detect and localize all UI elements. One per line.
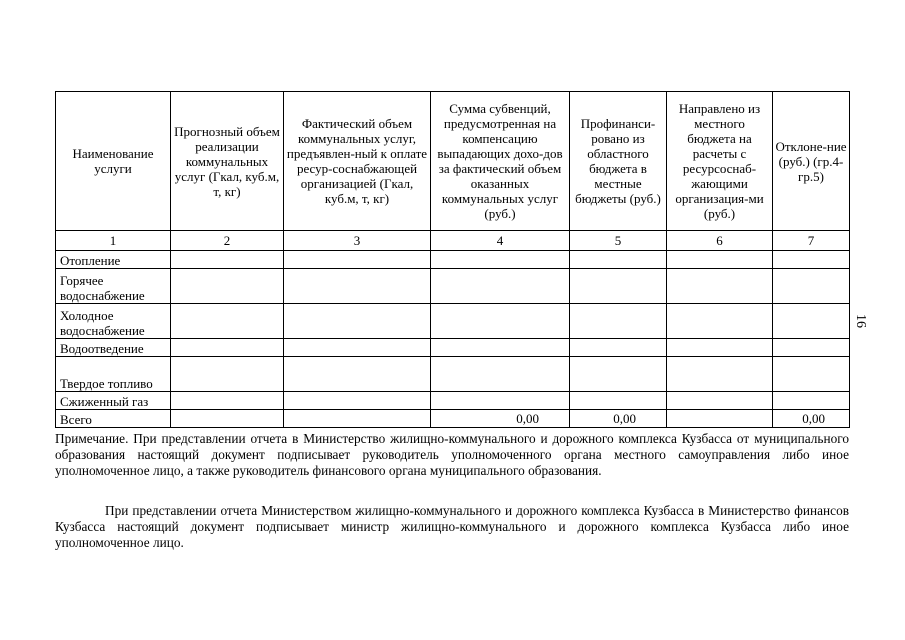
table-cell — [431, 269, 570, 304]
row-name-solid-fuel: Твердое топливо — [56, 357, 171, 392]
column-number: 7 — [773, 231, 850, 251]
table-cell — [667, 251, 773, 269]
page-number: 16 — [853, 314, 868, 328]
table-cell — [284, 392, 431, 410]
table-cell — [570, 251, 667, 269]
table-cell — [570, 269, 667, 304]
report-table — [55, 91, 850, 428]
table-row — [56, 392, 850, 410]
table-cell — [284, 251, 431, 269]
table-cell — [773, 392, 850, 410]
table-cell — [570, 357, 667, 392]
row-name-cold-water: Холодное водоснабжение — [56, 304, 171, 339]
total-financed-value: 0,00 — [570, 410, 667, 428]
table-cell — [667, 339, 773, 357]
table-cell — [171, 392, 284, 410]
table-cell — [284, 339, 431, 357]
table-cell — [570, 339, 667, 357]
table-cell — [667, 269, 773, 304]
table-row — [56, 269, 850, 304]
header-actual-volume: Фактический объем коммунальных услуг, предъявлен-ный к оплате ресур-соснабжающей организацией (Гкал, куб.м, т, кг) — [284, 92, 431, 231]
header-sent-local: Направлено из местного бюджета на расчеты с ресурсоснаб-жающими организация-ми (руб.) — [667, 92, 773, 231]
table-cell — [773, 251, 850, 269]
column-number: 4 — [431, 231, 570, 251]
table-cell — [284, 357, 431, 392]
table-cell — [667, 304, 773, 339]
header-financed-regional: Профинанси-ровано из областного бюджета в местные бюджеты (руб.) — [570, 92, 667, 231]
column-number: 5 — [570, 231, 667, 251]
header-deviation: Отклоне-ние (руб.) (гр.4-гр.5) — [773, 92, 850, 231]
total-subvention-value: 0,00 — [431, 410, 570, 428]
table-cell — [431, 304, 570, 339]
table-cell — [431, 339, 570, 357]
table-cell — [773, 357, 850, 392]
table-cell — [431, 392, 570, 410]
note-paragraph-1: Примечание. При представлении отчета в Министерство жилищно-коммунального и дорожного комплекса Кузбасса от муниципального образования настоящий документ подписывает руководитель уполномоченного органа местного самоуправления либо иное уполномоченное лицо, а также руководитель финансового органа муниципального образования. — [55, 431, 849, 478]
row-name-heating: Отопление — [56, 251, 171, 269]
table-cell — [667, 410, 773, 428]
note-paragraph-2: При представлении отчета Министерством жилищно-коммунального и дорожного комплекса Кузбасса в Министерство финансов Кузбасса настоящий документ подписывает министр жилищно-коммунального и дорожного комплекса Кузбасса либо иное уполномоченное лицо. — [55, 503, 849, 550]
column-number: 6 — [667, 231, 773, 251]
table-cell — [171, 251, 284, 269]
table-cell — [773, 339, 850, 357]
table-cell — [284, 269, 431, 304]
header-row — [56, 92, 850, 231]
table-cell — [171, 304, 284, 339]
column-number: 1 — [56, 231, 171, 251]
table-cell — [171, 339, 284, 357]
header-service-name: Наименование услуги — [56, 92, 171, 231]
column-number: 3 — [284, 231, 431, 251]
table-row — [56, 339, 850, 357]
header-subvention-sum: Сумма субвенций, предусмотренная на компенсацию выпадающих дохо-дов за фактический объем оказанных коммунальных услуг (руб.) — [431, 92, 570, 231]
table-cell — [570, 392, 667, 410]
column-number-row — [56, 231, 850, 251]
table-cell — [667, 357, 773, 392]
table-cell — [773, 269, 850, 304]
table-cell — [171, 269, 284, 304]
row-name-total: Всего — [56, 410, 171, 428]
row-name-liquefied-gas: Сжиженный газ — [56, 392, 171, 410]
table-row — [56, 251, 850, 269]
column-number: 2 — [171, 231, 284, 251]
table-cell — [431, 251, 570, 269]
total-row — [56, 410, 850, 428]
table-row — [56, 304, 850, 339]
table-cell — [171, 357, 284, 392]
table-cell — [570, 304, 667, 339]
table-row — [56, 357, 850, 392]
table-cell — [773, 304, 850, 339]
table-cell — [284, 410, 431, 428]
table-cell — [667, 392, 773, 410]
table-cell — [284, 304, 431, 339]
table-cell — [431, 357, 570, 392]
row-name-sewage: Водоотведение — [56, 339, 171, 357]
header-forecast-volume: Прогнозный объем реализации коммунальных услуг (Гкал, куб.м, т, кг) — [171, 92, 284, 231]
table-cell — [171, 410, 284, 428]
row-name-hot-water: Горячее водоснабжение — [56, 269, 171, 304]
total-deviation-value: 0,00 — [773, 410, 850, 428]
